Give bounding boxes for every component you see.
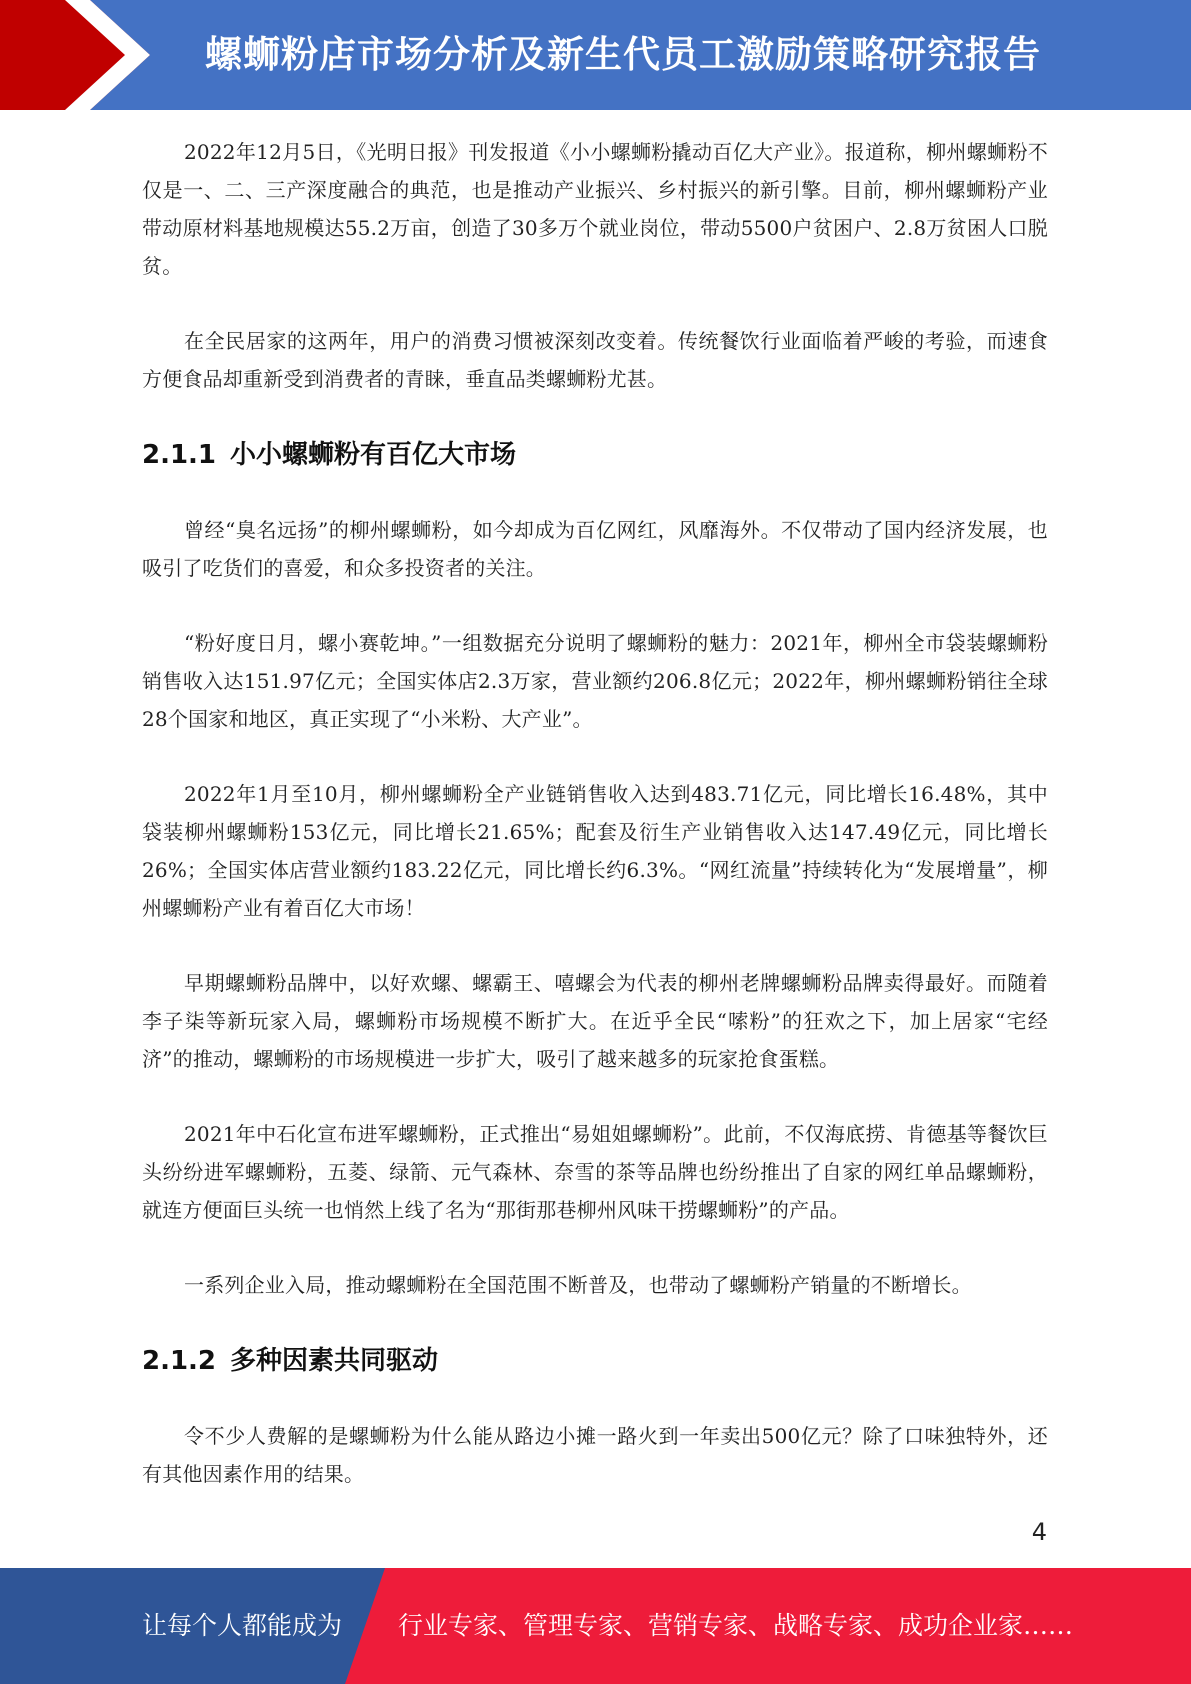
section-number: 2.1.2 <box>142 1346 217 1376</box>
paragraph: 在全民居家的这两年，用户的消费习惯被深刻改变着。传统餐饮行业面临着严峻的考验，而速食方便食品却重新受到消费者的青睐，垂直品类螺蛳粉尤甚。 <box>142 329 1048 391</box>
paragraph: 2022年12月5日，《光明日报》刊发报道《小小螺蛳粉撬动百亿大产业》。报道称，柳州螺蛳粉不仅是一、二、三产深度融合的典范，也是推动产业振兴、乡村振兴的新引擎。目前，柳州螺蛳粉产业带动原材料基地规模达55.2万亩，创造了30多万个就业岗位，带动5500户贫困户、2.8万贫困人口脱贫。 <box>142 140 1048 278</box>
page-footer <box>0 1568 1191 1684</box>
section-title: 小小螺蛳粉有百亿大市场 <box>230 440 517 470</box>
section-heading-2-1-2 <box>142 1341 1048 1381</box>
page-number: 4 <box>1031 1518 1047 1546</box>
paragraph: 曾经“臭名远扬”的柳州螺蛳粉，如今却成为百亿网红，风靡海外。不仅带动了国内经济发展，也吸引了吃货们的喜爱，和众多投资者的关注。 <box>142 518 1048 580</box>
paragraph: 2022年1月至10月，柳州螺蛳粉全产业链销售收入达到483.71亿元，同比增长16.48%，其中袋装柳州螺蛳粉153亿元，同比增长21.65%；配套及衍生产业销售收入达147.49亿元，同比增长26%；全国实体店营业额约183.22亿元，同比增长约6.3%。“网红流量”持续转化为“发展增量”，柳州螺蛳粉产业有着百亿大市场！ <box>142 782 1048 920</box>
section-heading-2-1-1 <box>142 435 1048 475</box>
footer-slogan-left: 让每个人都能成为 <box>142 1611 343 1640</box>
section-number: 2.1.1 <box>142 440 217 470</box>
section-title: 多种因素共同驱动 <box>230 1346 439 1376</box>
paragraph: 一系列企业入局，推动螺蛳粉在全国范围不断普及，也带动了螺蛳粉产销量的不断增长。 <box>184 1273 972 1297</box>
paragraph: 令不少人费解的是螺蛳粉为什么能从路边小摊一路火到一年卖出500亿元？除了口味独特外，还有其他因素作用的结果。 <box>142 1424 1048 1486</box>
paragraph: “粉好度日月，螺小赛乾坤。”一组数据充分说明了螺蛳粉的魅力：2021年，柳州全市袋装螺蛳粉销售收入达151.97亿元；全国实体店2.3万家，营业额约206.8亿元；2022年，柳州螺蛳粉销往全球28个国家和地区，真正实现了“小米粉、大产业”。 <box>142 631 1048 731</box>
document-body <box>142 133 1048 1530</box>
paragraph: 2021年中石化宣布进军螺蛳粉，正式推出“易姐姐螺蛳粉”。此前，不仅海底捞、肯德基等餐饮巨头纷纷进军螺蛳粉，五菱、绿箭、元气森林、奈雪的茶等品牌也纷纷推出了自家的网红单品螺蛳粉，就连方便面巨头统一也悄然上线了名为“那街那巷柳州风味干捞螺蛳粉”的产品。 <box>142 1122 1048 1222</box>
page-header <box>0 0 1191 110</box>
footer-slogan-right: 行业专家、管理专家、营销专家、战略专家、成功企业家…… <box>398 1611 1074 1640</box>
paragraph: 早期螺蛳粉品牌中，以好欢螺、螺霸王、嘻螺会为代表的柳州老牌螺蛳粉品牌卖得最好。而随着李子柒等新玩家入局，螺蛳粉市场规模不断扩大。在近乎全民“嗦粉”的狂欢之下，加上居家“宅经济”的推动，螺蛳粉的市场规模进一步扩大，吸引了越来越多的玩家抢食蛋糕。 <box>142 971 1048 1071</box>
report-title: 螺蛳粉店市场分析及新生代员工激励策略研究报告 <box>205 33 1041 76</box>
